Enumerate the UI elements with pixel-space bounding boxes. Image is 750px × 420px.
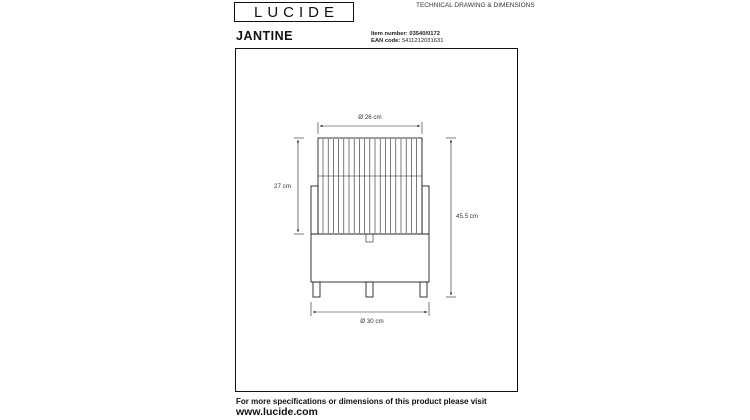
dimension-base-diameter: [311, 302, 429, 316]
dimension-shade-height: [294, 138, 304, 234]
dim-label-top-diameter: Ø 26 cm: [358, 114, 382, 121]
footer-note: For more specifications or dimensions of this product please visit: [236, 397, 487, 406]
brand-logo: LUCIDE: [234, 2, 354, 22]
product-title: JANTINE: [236, 29, 293, 43]
lamp-shade: [318, 138, 422, 234]
item-number-value: 03540/0172: [409, 31, 440, 37]
dim-label-shade-height: 27 cm: [274, 183, 291, 190]
dimension-total-height: [446, 138, 456, 297]
shade-slats: [323, 139, 422, 233]
document-type-label: TECHNICAL DRAWING & DIMENSIONS: [416, 2, 535, 9]
dim-label-total-height: 45.5 cm: [456, 213, 479, 220]
item-number-label: Item number:: [371, 31, 408, 37]
dimension-top-diameter: [318, 122, 422, 134]
dim-label-base-diameter: Ø 30 cm: [360, 318, 384, 325]
ean-value: 5411212031631: [401, 38, 444, 44]
lamp-base: [311, 234, 429, 297]
ean-label: EAN code:: [371, 38, 401, 44]
website-link[interactable]: www.lucide.com: [236, 406, 318, 418]
